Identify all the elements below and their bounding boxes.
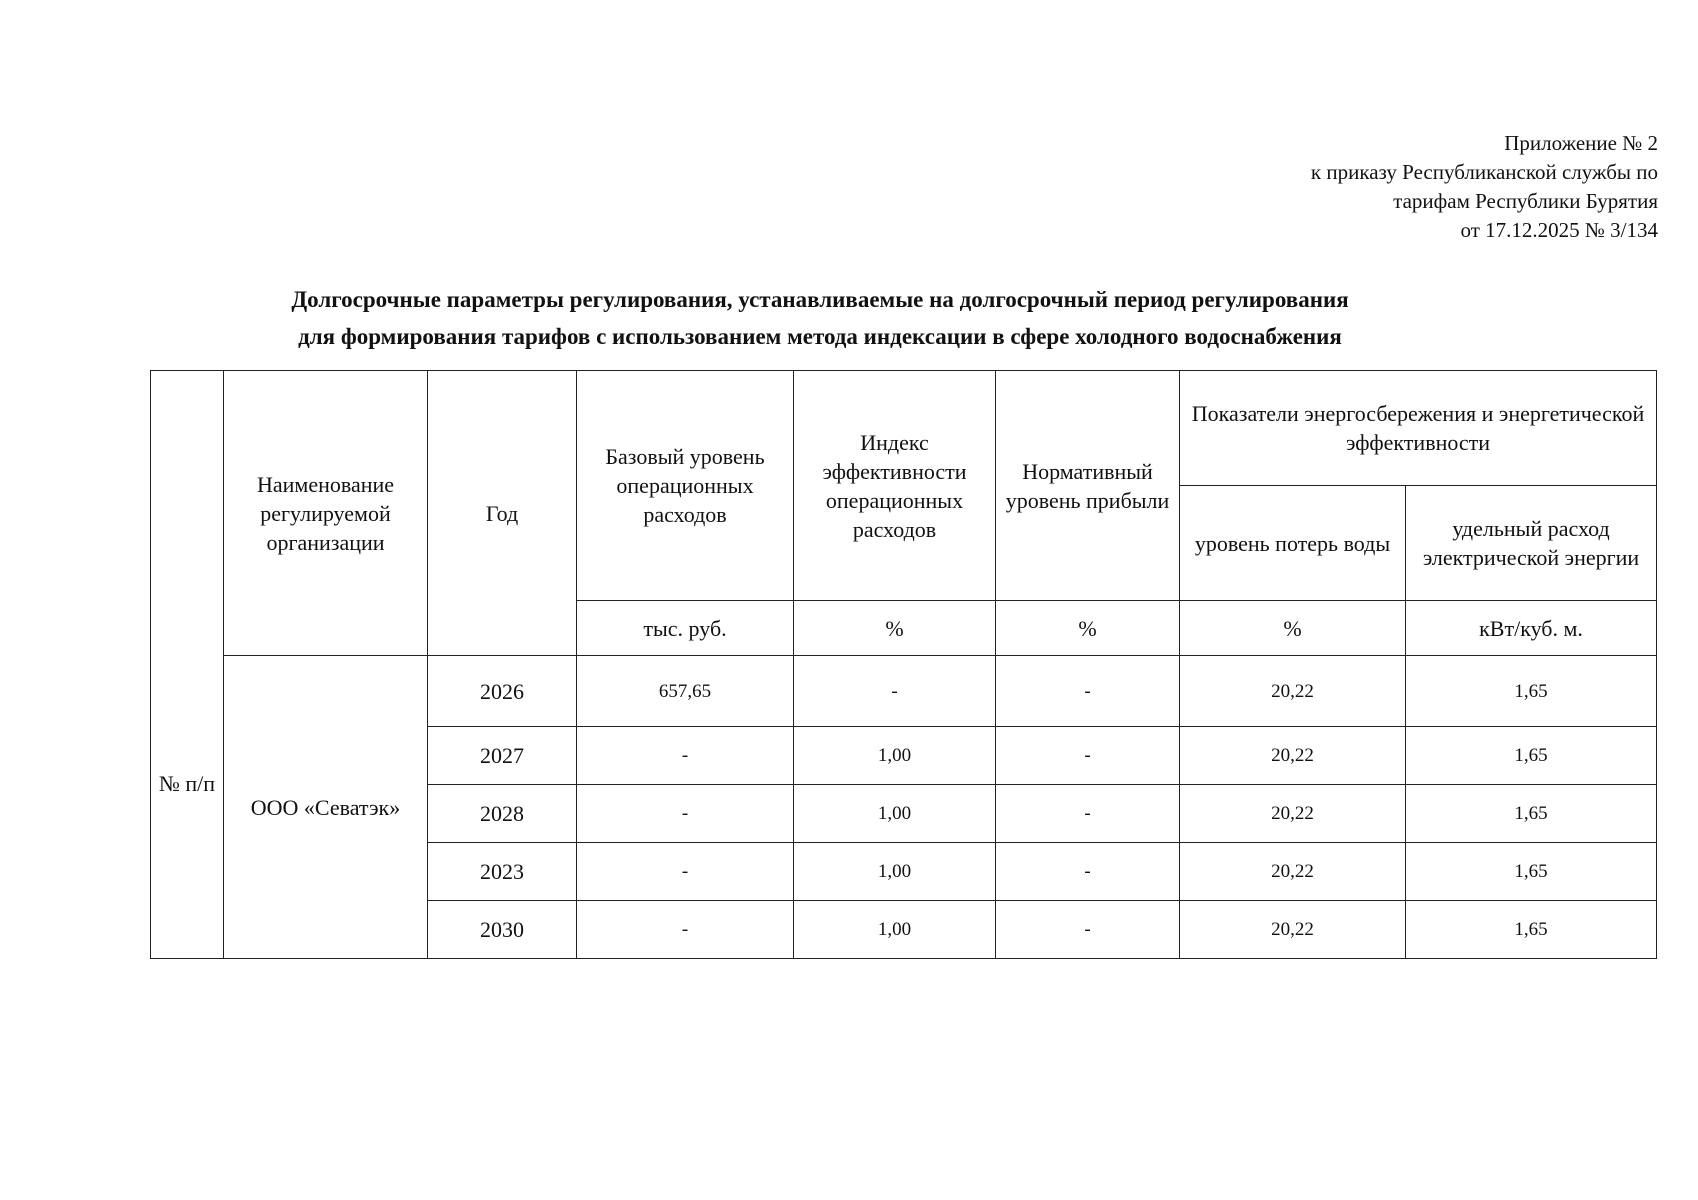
cell-electricity: 1,65	[1406, 785, 1657, 843]
document-title	[150, 281, 1490, 355]
title-line-2: для формирования тарифов с использованием метода индексации в сфере холодного водоснабжения	[298, 324, 1342, 349]
cell-index: 1,00	[794, 727, 996, 785]
cell-base: -	[577, 843, 794, 901]
cell-year: 2026	[428, 656, 577, 727]
cell-base: -	[577, 785, 794, 843]
header-year: Год	[428, 371, 577, 656]
cell-year: 2027	[428, 727, 577, 785]
cell-electricity: 1,65	[1406, 901, 1657, 959]
parameters-table	[150, 370, 1657, 959]
cell-electricity: 1,65	[1406, 656, 1657, 727]
appendix-line: Приложение № 2	[1504, 131, 1658, 155]
cell-year: 2030	[428, 901, 577, 959]
cell-profit: -	[996, 901, 1180, 959]
appendix-line: тарифам Республики Бурятия	[1393, 189, 1658, 213]
header-efficiency-index: Индекс эффективности операционных расходов	[794, 371, 996, 601]
cell-electricity: 1,65	[1406, 727, 1657, 785]
cell-profit: -	[996, 656, 1180, 727]
cell-losses: 20,22	[1180, 656, 1406, 727]
header-profit-level: Нормативный уровень прибыли	[996, 371, 1180, 601]
cell-year: 2028	[428, 785, 577, 843]
cell-year: 2023	[428, 843, 577, 901]
header-num: № п/п	[151, 371, 224, 959]
cell-profit: -	[996, 727, 1180, 785]
title-line-1: Долгосрочные параметры регулирования, устанавливаемые на долгосрочный период регулирования	[291, 287, 1349, 312]
unit-electricity: кВт/куб. м.	[1406, 601, 1657, 656]
appendix-block	[1311, 129, 1658, 245]
cell-base: -	[577, 901, 794, 959]
cell-losses: 20,22	[1180, 727, 1406, 785]
cell-index: 1,00	[794, 843, 996, 901]
cell-base: -	[577, 727, 794, 785]
cell-index: 1,00	[794, 785, 996, 843]
header-water-losses: уровень потерь воды	[1180, 486, 1406, 601]
organization-name: ООО «Севатэк»	[224, 656, 428, 959]
cell-profit: -	[996, 785, 1180, 843]
unit-base: тыс. руб.	[577, 601, 794, 656]
header-organization: Наименование регулируемой организации	[224, 371, 428, 656]
table-row	[151, 656, 1657, 727]
cell-losses: 20,22	[1180, 901, 1406, 959]
unit-index: %	[794, 601, 996, 656]
cell-electricity: 1,65	[1406, 843, 1657, 901]
header-base-level: Базовый уровень операционных расходов	[577, 371, 794, 601]
cell-base: 657,65	[577, 656, 794, 727]
unit-losses: %	[1180, 601, 1406, 656]
cell-losses: 20,22	[1180, 785, 1406, 843]
cell-index: -	[794, 656, 996, 727]
appendix-line: от 17.12.2025 № 3/134	[1460, 218, 1658, 242]
header-electricity-consumption: удельный расход электрической энергии	[1406, 486, 1657, 601]
cell-profit: -	[996, 843, 1180, 901]
cell-losses: 20,22	[1180, 843, 1406, 901]
header-energy-group: Показатели энергосбережения и энергетической эффективности	[1180, 371, 1657, 486]
cell-index: 1,00	[794, 901, 996, 959]
appendix-line: к приказу Республиканской службы по	[1310, 160, 1658, 184]
unit-profit: %	[996, 601, 1180, 656]
